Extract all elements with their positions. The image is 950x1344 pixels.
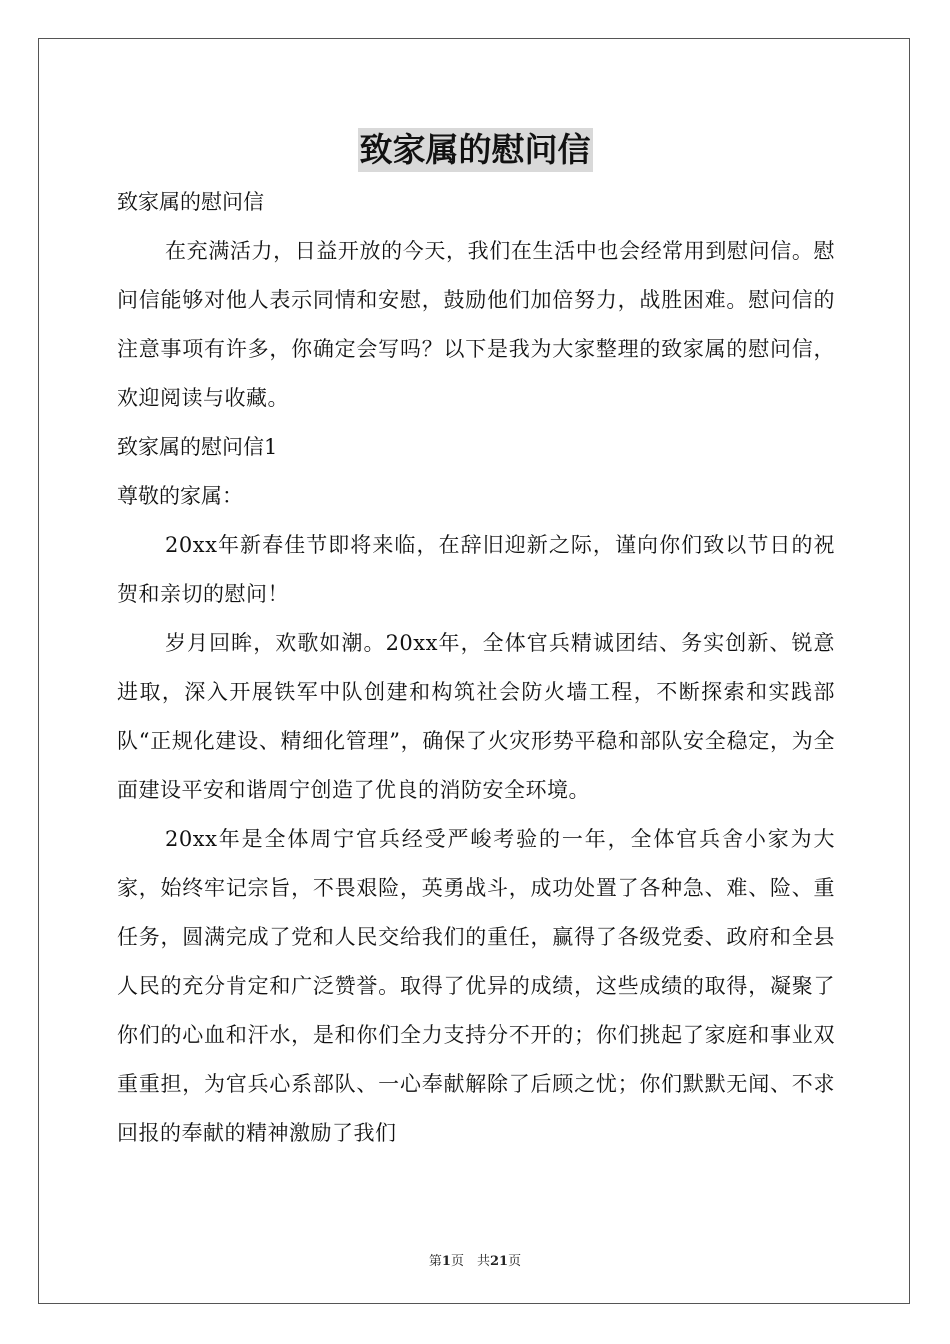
footer-page-number: 1	[441, 1254, 451, 1269]
body-paragraph: 20xx年新春佳节即将来临，在辞旧迎新之际，谨向你们致以节日的祝贺和亲切的慰问！	[117, 533, 835, 606]
subtitle: 致家属的慰问信	[117, 190, 264, 214]
title-container	[0, 128, 950, 172]
footer-total-pages: 21	[489, 1254, 509, 1269]
footer-prefix: 第	[428, 1254, 442, 1269]
body-paragraph: 岁月回眸，欢歌如潮。20xx年，全体官兵精诚团结、务实创新、锐意进取，深入开展铁军中队创建和构筑社会防火墙工程，不断探索和实践部队“正规化建设、精细化管理”，确保了火灾形势平稳和部队安全稳定，为全面建设平安和谐周宁创造了优良的消防安全环境。	[117, 631, 835, 802]
document-body	[117, 178, 835, 1158]
section-heading: 致家属的慰问信1	[117, 435, 278, 459]
footer-mid: 页 共	[450, 1254, 490, 1269]
document-title: 致家属的慰问信	[358, 128, 593, 172]
footer-suffix: 页	[508, 1254, 522, 1269]
intro-paragraph: 在充满活力，日益开放的今天，我们在生活中也会经常用到慰问信。慰问信能够对他人表示同情和安慰，鼓励他们加倍努力，战胜困难。慰问信的注意事项有许多，你确定会写吗？以下是我为大家整理的致家属的慰问信，欢迎阅读与收藏。	[117, 239, 835, 410]
salutation: 尊敬的家属：	[117, 484, 243, 508]
page-footer	[0, 1250, 950, 1269]
body-paragraph: 20xx年是全体周宁官兵经受严峻考验的一年，全体官兵舍小家为大家，始终牢记宗旨，不畏艰险，英勇战斗，成功处置了各种急、难、险、重任务，圆满完成了党和人民交给我们的重任，赢得了各级党委、政府和全县人民的充分肯定和广泛赞誉。取得了优异的成绩，这些成绩的取得，凝聚了你们的心血和汗水，是和你们全力支持分不开的；你们挑起了家庭和事业双重重担，为官兵心系部队、一心奉献解除了后顾之忧；你们默默无闻、不求回报的奉献的精神激励了我们	[117, 827, 835, 1145]
